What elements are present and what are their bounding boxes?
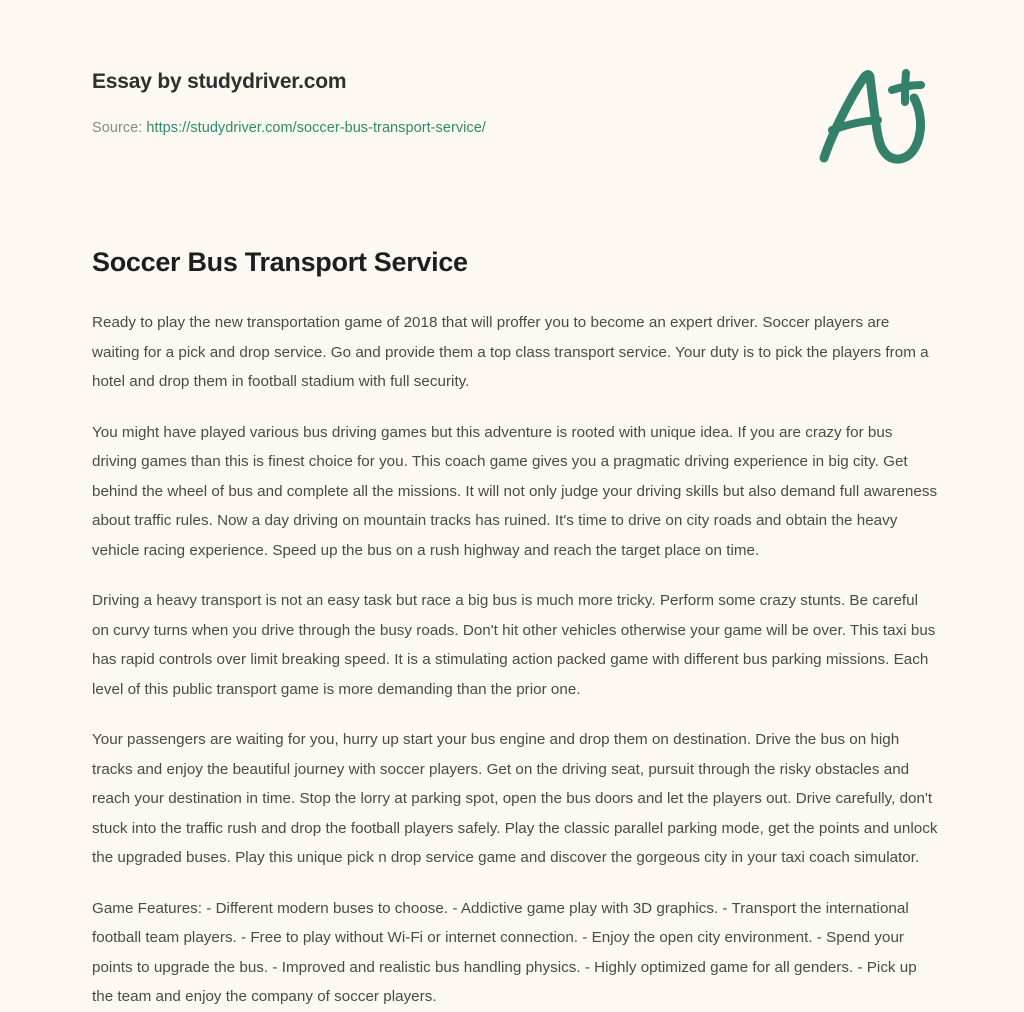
paragraph: Your passengers are waiting for you, hurry up start your bus engine and drop them on destination. Drive the bus on high tracks and enjoy the beautiful journey with soccer players. Get on the driving seat, pursuit through the risky obstacles and reach your destination in time. Stop the lorry at parking spot, open the bus doors and let the players out. Drive carefully, don't stuck into the traffic rush and drop the football players safely. Play the classic parallel parking mode, get the points and unlock the upgraded buses. Play this unique pick n drop service game and discover the gorgeous city in your taxi coach simulator.	[92, 731, 938, 867]
a-plus-logo	[806, 60, 936, 170]
document-header	[0, 0, 1024, 200]
paragraph: Driving a heavy transport is not an easy task but race a big bus is much more tricky. Perform some crazy stunts. Be careful on curvy turns when you drive through the busy roads. Don't hit other vehicles otherwise your game will be over. This taxi bus has rapid controls over limit breaking speed. It is a stimulating action packed game with different bus parking missions. Each level of this public transport game is more demanding than the prior one.	[92, 592, 936, 698]
article-body	[92, 308, 938, 1012]
source-label: Source:	[92, 120, 147, 136]
article	[92, 246, 938, 1012]
source-line	[92, 120, 486, 136]
essay-byline	[92, 70, 346, 94]
source-url-link[interactable]: https://studydriver.com/soccer-bus-transport-service/	[146, 120, 486, 136]
paragraph: Ready to play the new transportation game of 2018 that will proffer you to become an expert driver. Soccer players are waiting for a pick and drop service. Go and provide them a top class transport service. Your duty is to pick the players from a hotel and drop them in football stadium with full security.	[92, 314, 929, 391]
a-plus-logo-icon	[806, 60, 936, 170]
paragraph: You might have played various bus driving games but this adventure is rooted with unique idea. If you are crazy for bus driving games than this is finest choice for you. This coach game gives you a pragmatic driving experience in big city. Get behind the wheel of bus and complete all the missions. It will not only judge your driving skills but also demand full awareness about traffic rules. Now a day driving on mountain tracks has ruined. It's time to drive on city roads and obtain the heavy vehicle racing experience. Speed up the bus on a rush highway and reach the target place on time.	[92, 423, 938, 559]
page-title: Soccer Bus Transport Service	[92, 247, 468, 277]
essay-byline-text: Essay by studydriver.com	[92, 70, 347, 93]
paragraph: Game Features: - Different modern buses to choose. - Addictive game play with 3D graphics. - Transport the international football team players. - Free to play without Wi-Fi or internet connection. - Enjoy the open city environment. - Spend your points to upgrade the bus. - Improved and realistic bus handling physics. - Highly optimized game for all genders. - Pick up the team and enjoy the company of soccer players.	[92, 899, 917, 1006]
